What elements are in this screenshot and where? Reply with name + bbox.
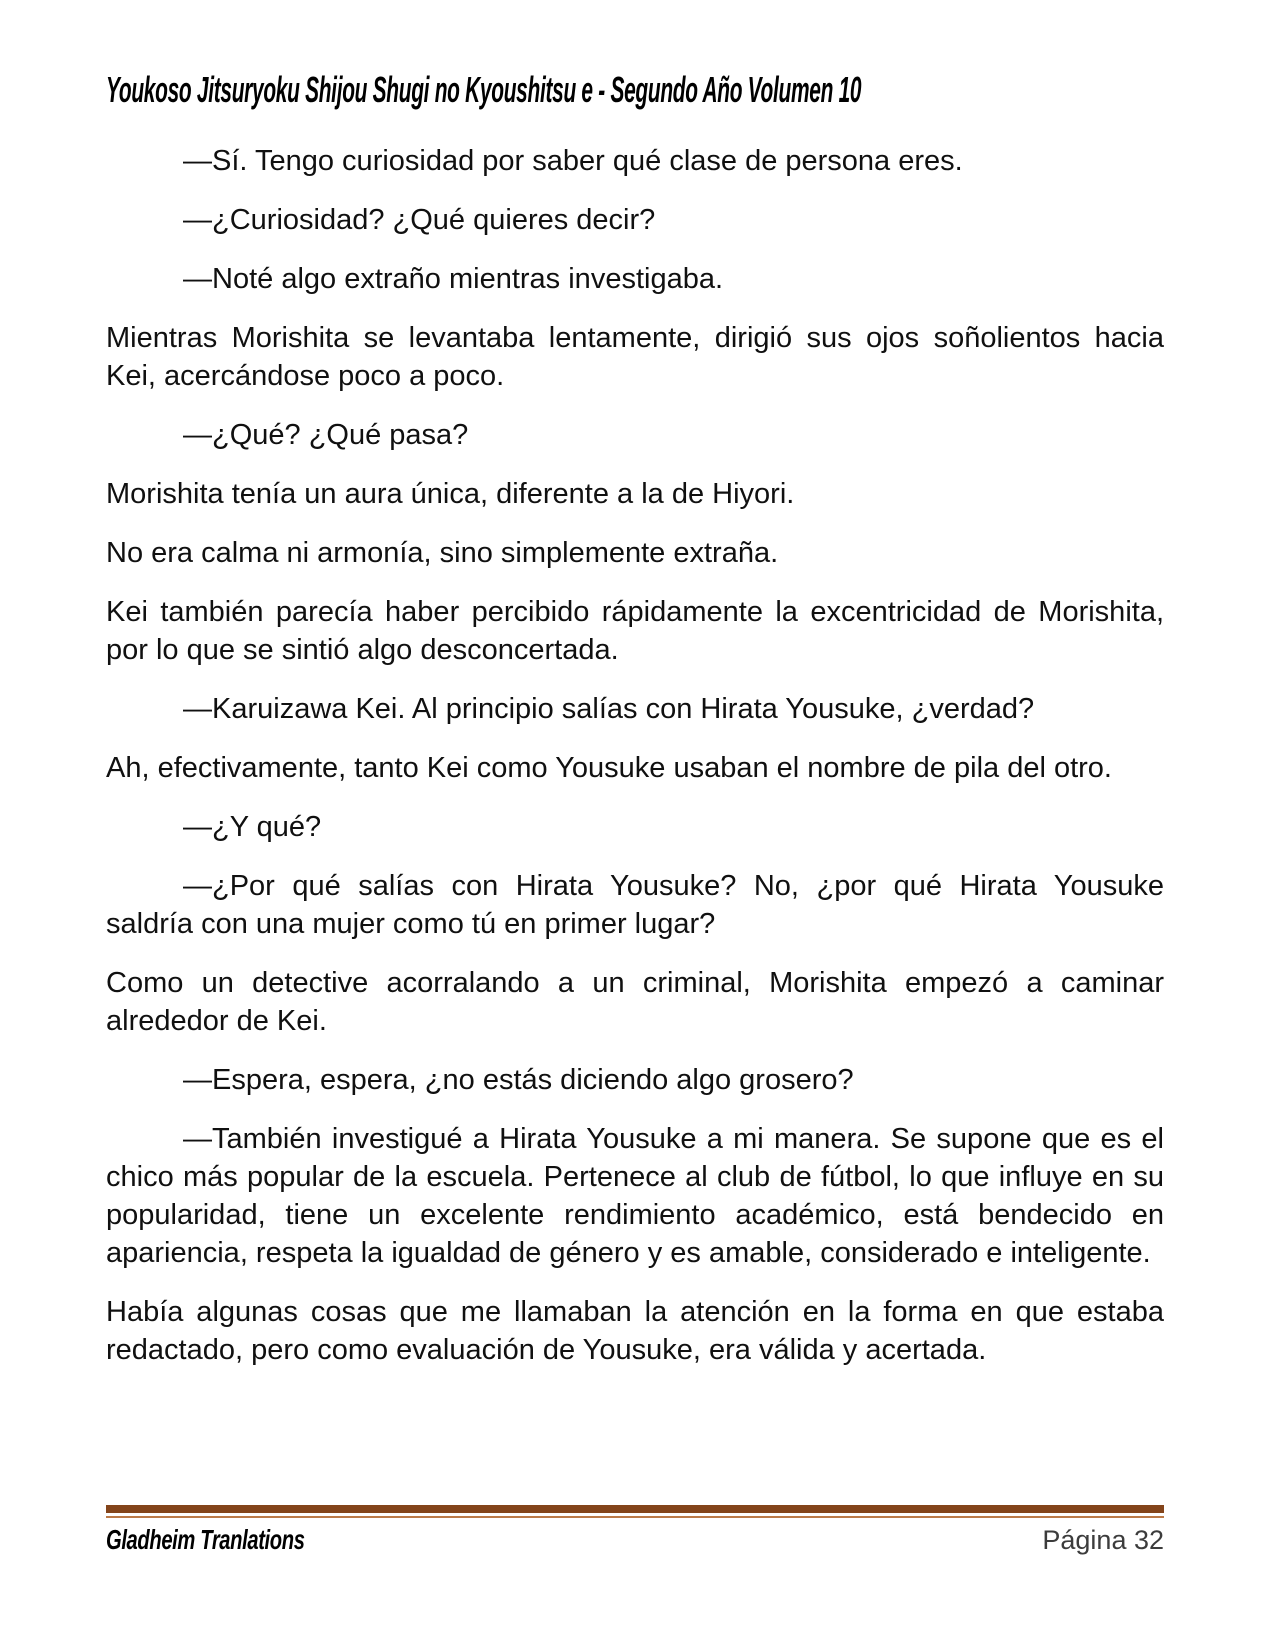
page-title: Youkoso Jitsuryoku Shijou Shugi no Kyoushitsu e - Segundo Año Volumen 10 <box>106 69 862 110</box>
narration-paragraph: Kei también parecía haber percibido rápidamente la excentricidad de Morishita, por lo que se sintió algo desconcertada. <box>106 596 1164 666</box>
dialogue-paragraph: —Sí. Tengo curiosidad por saber qué clase de persona eres. <box>183 145 963 177</box>
dialogue-paragraph: —También investigué a Hirata Yousuke a mi manera. Se supone que es el chico más popular de la escuela. Pertenece al club de fútbol, lo que influye en su popularidad, tiene un excelente rendimiento académico, está bendecido en apariencia, respeta la igualdad de género y es amable, considerado e inteligente. <box>106 1123 1164 1269</box>
footer-divider <box>106 1505 1164 1518</box>
footer-row <box>106 1524 1164 1556</box>
page-number: Página 32 <box>1042 1525 1164 1555</box>
dialogue-paragraph: —¿Y qué? <box>183 811 322 843</box>
dialogue-paragraph: —¿Curiosidad? ¿Qué quieres decir? <box>183 204 656 236</box>
dialogue-paragraph: —¿Qué? ¿Qué pasa? <box>183 419 469 451</box>
dialogue-paragraph: —¿Por qué salías con Hirata Yousuke? No, ¿por qué Hirata Yousuke saldría con una mujer como tú en primer lugar? <box>106 870 1164 940</box>
narration-paragraph: Morishita tenía un aura única, diferente a la de Hiyori. <box>106 478 795 510</box>
narration-paragraph: Ah, efectivamente, tanto Kei como Yousuke usaban el nombre de pila del otro. <box>106 752 1112 784</box>
translator-credit: Gladheim Tranlations <box>106 1524 305 1555</box>
narration-paragraph: Como un detective acorralando a un criminal, Morishita empezó a caminar alrededor de Kei. <box>106 967 1164 1037</box>
narration-paragraph: Mientras Morishita se levantaba lentamente, dirigió sus ojos soñolientos hacia Kei, acercándose poco a poco. <box>106 322 1164 392</box>
page-footer <box>106 1505 1164 1556</box>
dialogue-paragraph: —Noté algo extraño mientras investigaba. <box>183 263 724 295</box>
narration-paragraph: No era calma ni armonía, sino simplemente extraña. <box>106 537 779 569</box>
document-body <box>106 142 1164 1369</box>
dialogue-paragraph: —Espera, espera, ¿no estás diciendo algo grosero? <box>183 1064 854 1096</box>
dialogue-paragraph: —Karuizawa Kei. Al principio salías con Hirata Yousuke, ¿verdad? <box>183 693 1035 725</box>
narration-paragraph: Había algunas cosas que me llamaban la atención en la forma en que estaba redactado, pero como evaluación de Yousuke, era válida y acertada. <box>106 1296 1164 1366</box>
page-content <box>106 70 1164 1390</box>
